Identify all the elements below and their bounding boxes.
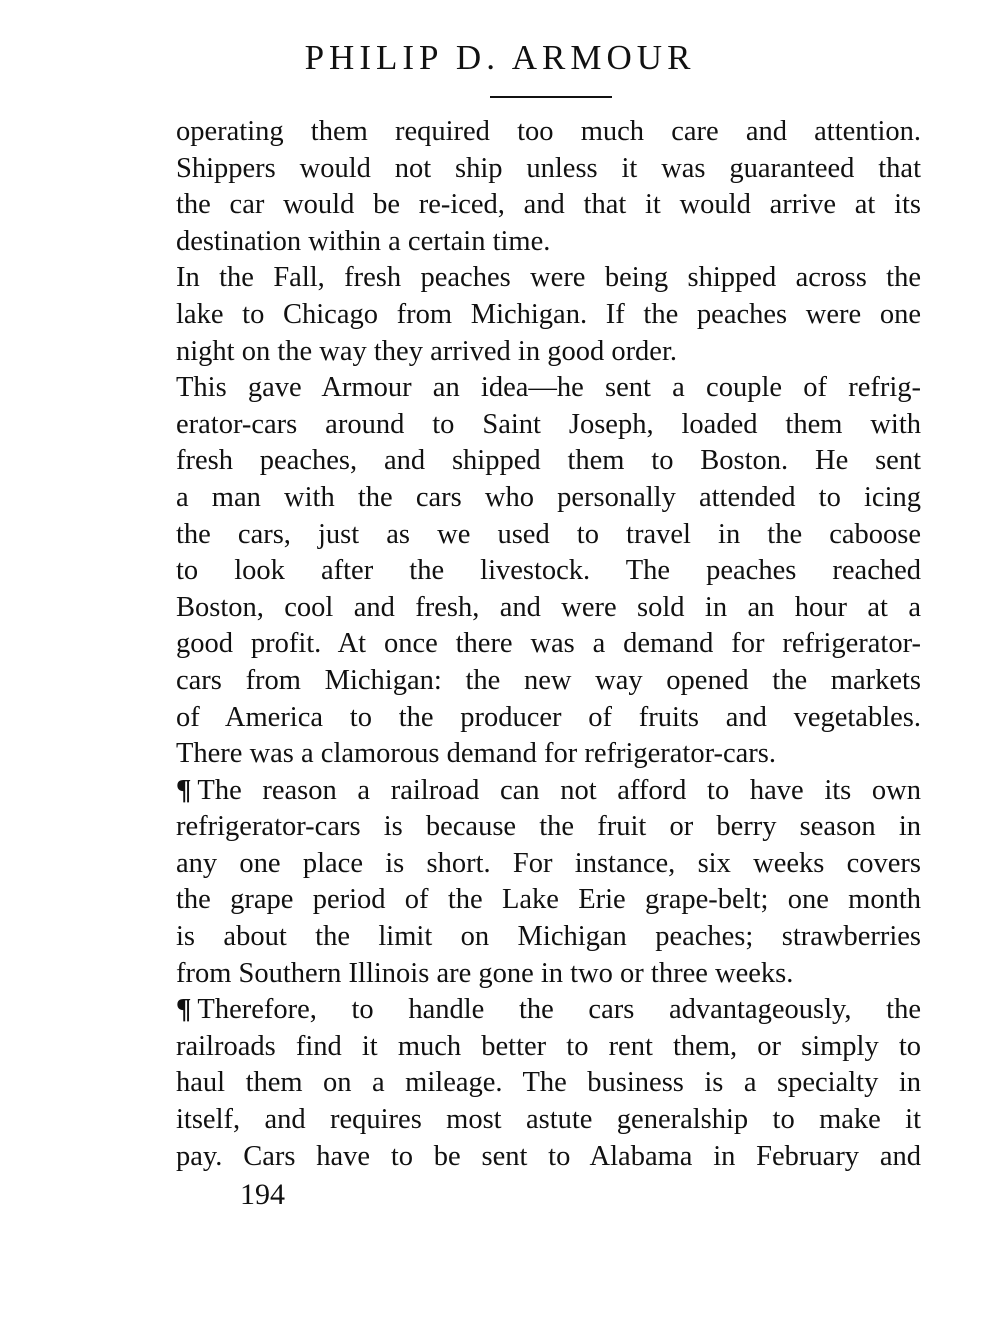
text-line-content: a man with the cars who personally attended to icing [176, 481, 921, 513]
text-line [176, 882, 921, 919]
text-line [176, 590, 921, 627]
text-line-content: night on the way they arrived in good order. [176, 335, 678, 367]
text-line [176, 334, 921, 371]
page-number: 194 [240, 1178, 285, 1211]
text-line-content: of America to the producer of fruits and vegetables. [176, 701, 921, 733]
text-line-content: the grape period of the Lake Erie grape-belt; one month [176, 884, 921, 916]
text-line-content: destination within a certain time. [176, 225, 551, 257]
text-line [176, 370, 921, 407]
text-line-content: pay. Cars have to be sent to Alabama in February and [176, 1140, 921, 1172]
text-line [176, 919, 921, 956]
text-line-content: is about the limit on Michigan peaches; strawberries [176, 921, 921, 953]
text-line [176, 260, 921, 297]
text-line [176, 151, 921, 188]
text-line-content: itself, and requires most astute generalship to make it [176, 1104, 921, 1136]
text-line-content: Boston, cool and fresh, and were sold in an hour at a [176, 591, 921, 623]
text-line [176, 480, 921, 517]
text-line [176, 663, 921, 700]
text-line [176, 224, 921, 261]
text-line-content: the car would be re-iced, and that it would arrive at its [176, 189, 921, 221]
body-text [176, 114, 921, 1175]
text-line-content: This gave Armour an idea—he sent a couple of refrig- [176, 372, 921, 404]
text-line-content: haul them on a mileage. The business is a specialty in [176, 1067, 921, 1099]
text-line [176, 773, 921, 810]
pilcrow-mark: ¶ [176, 994, 192, 1026]
text-line [176, 736, 921, 773]
text-line [176, 114, 921, 151]
text-line-content: to look after the livestock. The peaches reached [176, 555, 921, 587]
text-line [176, 809, 921, 846]
text-line-content: any one place is short. For instance, six weeks covers [176, 847, 921, 879]
text-line [176, 1102, 921, 1139]
text-line [176, 956, 921, 993]
text-line [176, 626, 921, 663]
pilcrow-mark: ¶ [176, 774, 192, 806]
text-line-content: cars from Michigan: the new way opened the markets [176, 664, 921, 696]
text-line-content: Shippers would not ship unless it was guaranteed that [176, 152, 921, 184]
text-line [176, 553, 921, 590]
text-line-content: railroads find it much better to rent them, or simply to [176, 1030, 921, 1062]
text-line [176, 443, 921, 480]
text-line [176, 846, 921, 883]
text-line-content: the cars, just as we used to travel in the caboose [176, 518, 921, 550]
running-head: PHILIP D. ARMOUR [304, 38, 696, 77]
text-line-content: The reason a railroad can not afford to have its own [197, 774, 921, 806]
text-line [176, 1029, 921, 1066]
text-line-content: Therefore, to handle the cars advantageously, the [197, 994, 921, 1026]
text-line-content: fresh peaches, and shipped them to Boston. He sent [176, 445, 921, 477]
text-line-content: good profit. At once there was a demand for refrigerator- [176, 628, 921, 660]
head-rule [490, 96, 612, 98]
text-line-content: from Southern Illinois are gone in two or three weeks. [176, 957, 794, 989]
text-line-content: operating them required too much care and attention. [176, 116, 921, 147]
text-line [176, 187, 921, 224]
text-line-content: There was a clamorous demand for refrigerator-cars. [176, 738, 777, 770]
text-line [176, 1139, 921, 1176]
text-line-content: In the Fall, fresh peaches were being shipped across the [176, 262, 921, 294]
text-line [176, 407, 921, 444]
text-line [176, 992, 921, 1029]
text-line-content: refrigerator-cars is because the fruit or berry season in [176, 811, 921, 843]
text-line [176, 700, 921, 737]
text-line [176, 1065, 921, 1102]
text-line [176, 297, 921, 334]
text-line-content: lake to Chicago from Michigan. If the peaches were one [176, 298, 921, 330]
text-line [176, 517, 921, 554]
text-line-content: erator-cars around to Saint Joseph, loaded them with [176, 408, 921, 440]
